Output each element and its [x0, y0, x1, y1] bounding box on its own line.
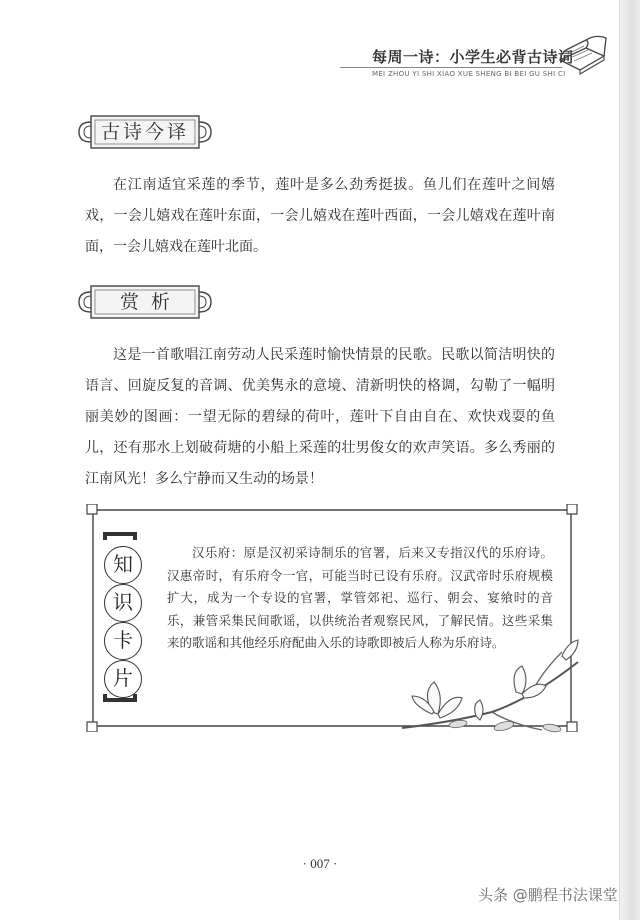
card-label-char: 片	[104, 660, 142, 698]
card-body: 汉乐府：原是汉初采诗制乐的官署，后来又专指汉代的乐府诗。汉惠帝时，有乐府令一官，可能当时已设有乐府。汉武帝时乐府规模扩大，成为一个专设的官署，掌管郊祀、巡行、朝会、宴飨时的音乐，兼管采集民间歌谣，以供统治者观察民风，了解民情。这些采集来的歌谣和其他经乐府配曲入乐的诗歌即被后人称为乐府诗。	[167, 545, 553, 650]
section-heading-label: 古诗今译	[100, 121, 189, 143]
card-label-char: 知	[104, 546, 142, 584]
watermark: 头条 @鹏程书法课堂	[478, 886, 618, 904]
header-subtitle: MEI ZHOU YI SHI XIAO XUE SHENG BI BEI GU SHI CI	[372, 70, 566, 78]
section-heading-appreciation	[77, 284, 213, 320]
book-scroll-icon	[556, 30, 610, 78]
translation-paragraph: 在江南适宜采莲的季节，莲叶是多么劲秀挺拔。鱼儿们在莲叶之间嬉戏，一会儿嬉戏在莲叶东面，一会儿嬉戏在莲叶西面，一会儿嬉戏在莲叶南面，一会儿嬉戏在莲叶北面。	[85, 177, 555, 255]
header-title: 每周一诗：小学生必背古诗词	[372, 48, 574, 66]
page-edge	[619, 0, 640, 920]
appreciation-paragraph: 这是一首歌唱江南劳动人民采莲时愉快情景的民歌。民歌以简洁明快的语言、回旋反复的音调、优美隽永的意境、清新明快的格调，勾勒了一幅明丽美妙的图画：一望无际的碧绿的荷叶，莲叶下自由自在、欢快戏耍的鱼儿，还有那水上划破荷塘的小船上采莲的壮男俊女的欢声笑语。多么秀丽的江南风光！多么宁静而又生动的场景！	[85, 347, 555, 487]
card-label	[101, 546, 145, 694]
header-rule	[340, 67, 562, 68]
magnolia-branch-icon	[392, 632, 588, 742]
page-number: · 007 ·	[302, 856, 338, 871]
card-label-char: 识	[104, 584, 142, 622]
card-label-char: 卡	[104, 622, 142, 660]
section-heading-label: 赏析	[119, 291, 182, 313]
section-heading-translation	[77, 114, 213, 150]
